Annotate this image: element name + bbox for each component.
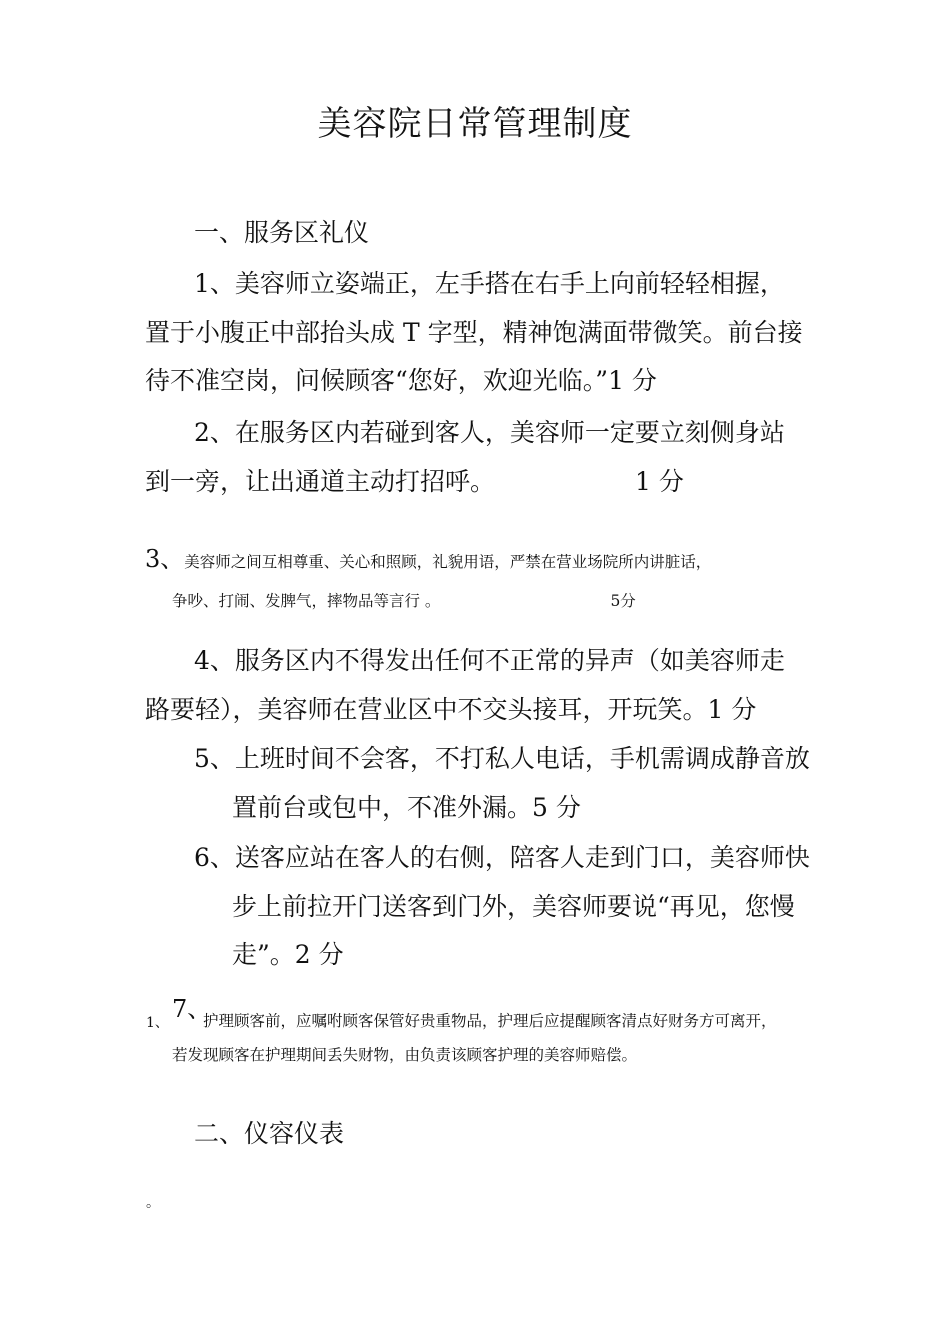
rule-item-7-prefix: 1、 (146, 1015, 169, 1031)
rule-item-5-line-2: 置前台或包中，不准外漏。5 分 (232, 792, 581, 822)
rule-item-3-number: 3、 (145, 545, 185, 573)
rule-item-6-line-1: 6、送客应站在客人的右侧，陪客人走到门口，美容师快 (194, 843, 810, 872)
rule-item-1-line-3: 待不准空岗，问候顾客“您好，欢迎光临。”1 分 (145, 366, 657, 395)
rule-item-7-number: 7、 (172, 995, 212, 1023)
rule-item-5 (194, 735, 810, 832)
trailing-punctuation: 。 (146, 1195, 160, 1211)
rule-item-3-line-1: 美容师之间互相尊重、关心和照顾，礼貌用语，严禁在营业场院所内讲脏话， (184, 553, 712, 571)
rule-item-2-line-2-wrap (145, 458, 807, 507)
section-heading-service-etiquette: 一、服务区礼仪 (194, 218, 370, 247)
rule-item-6-line-2: 步上前拉开门送客到门外，美容师要说“再见，您慢 (232, 891, 795, 921)
rule-item-6-line-3: 走”。2 分 (232, 940, 344, 969)
rule-item-7-line-1: 护理顾客前，应嘱咐顾客保管好贵重物品，护理后应提醒顾客清点好财务方可离开， (203, 1012, 777, 1030)
rule-item-7-line-2: 若发现顾客在护理期间丢失财物，由负责该顾客护理的美容师赔偿。 (172, 1046, 638, 1064)
rule-item-1-line-2: 置于小腹正中部抬头成 T 字型，精神饱满面带微笑。前台接 (145, 317, 803, 347)
rule-item-4 (145, 637, 807, 734)
rule-item-6 (194, 834, 810, 980)
rule-item-4-line-2: 路要轻），美容师在营业区中不交头接耳，开玩笑。1 分 (145, 694, 757, 724)
rule-item-3-line-2-wrap (172, 584, 636, 618)
section-heading-appearance: 二、仪容仪表 (194, 1119, 345, 1148)
rule-item-5-line-1: 5、上班时间不会客，不打私人电话，手机需调成静音放 (194, 744, 810, 773)
rule-item-4-line-1: 4、服务区内不得发出任何不正常的异声（如美容师走 (194, 646, 785, 675)
document-title: 美容院日常管理制度 (317, 104, 633, 144)
rule-item-1-line-1: 1、美容师立姿端正，左手搭在右手上向前轻轻相握， (194, 269, 785, 298)
rule-item-2-line-2: 到一旁，让出通道主动打招呼。 (145, 466, 496, 496)
rule-item-2-line-1: 2、在服务区内若碰到客人，美容师一定要立刻侧身站 (194, 418, 785, 447)
rule-item-3-line-1-wrap (145, 542, 711, 579)
rule-item-2 (145, 409, 807, 506)
rule-item-2-score: 1 分 (635, 466, 684, 496)
rule-item-1 (145, 260, 807, 406)
rule-item-3-line-2: 争吵、打闹、发脾气，摔物品等言行 。 (172, 592, 441, 610)
rule-item-3-score: 5分 (610, 592, 636, 610)
